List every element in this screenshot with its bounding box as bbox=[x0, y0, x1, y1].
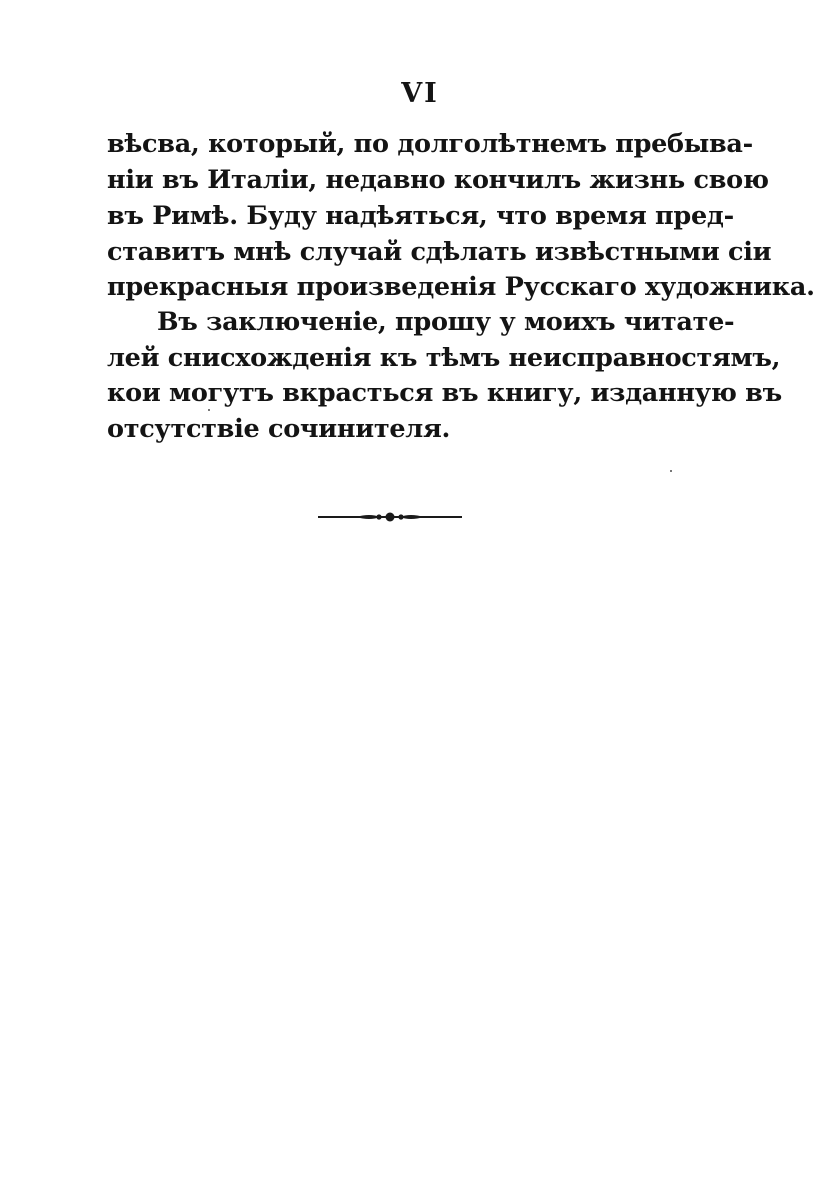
text-line: вѣсва, который, по долголѣтнемъ пребыва- bbox=[107, 129, 753, 159]
paper-speck bbox=[208, 409, 210, 411]
text-line: отсутствіе сочинителя. bbox=[107, 414, 451, 444]
text-line: ставитъ мнѣ случай сдѣлать извѣстными сіи bbox=[107, 237, 772, 267]
paper-speck bbox=[670, 470, 672, 472]
text-line: прекрасныя произведенія Русскаго художника. bbox=[107, 272, 815, 302]
page-number: VI bbox=[401, 78, 439, 109]
text-line: ніи въ Италіи, недавно кончилъ жизнь свою bbox=[107, 165, 769, 195]
text-line: кои могутъ вкрасться въ книгу, изданную въ bbox=[107, 378, 782, 408]
ornamental-divider bbox=[318, 508, 462, 526]
text-line: въ Римѣ. Буду надѣяться, что время пред- bbox=[107, 201, 734, 231]
text-line: лей снисхожденія къ тѣмъ неисправностямъ, bbox=[107, 343, 781, 373]
text-line: Въ заключеніе, прошу у моихъ читате- bbox=[157, 307, 735, 337]
